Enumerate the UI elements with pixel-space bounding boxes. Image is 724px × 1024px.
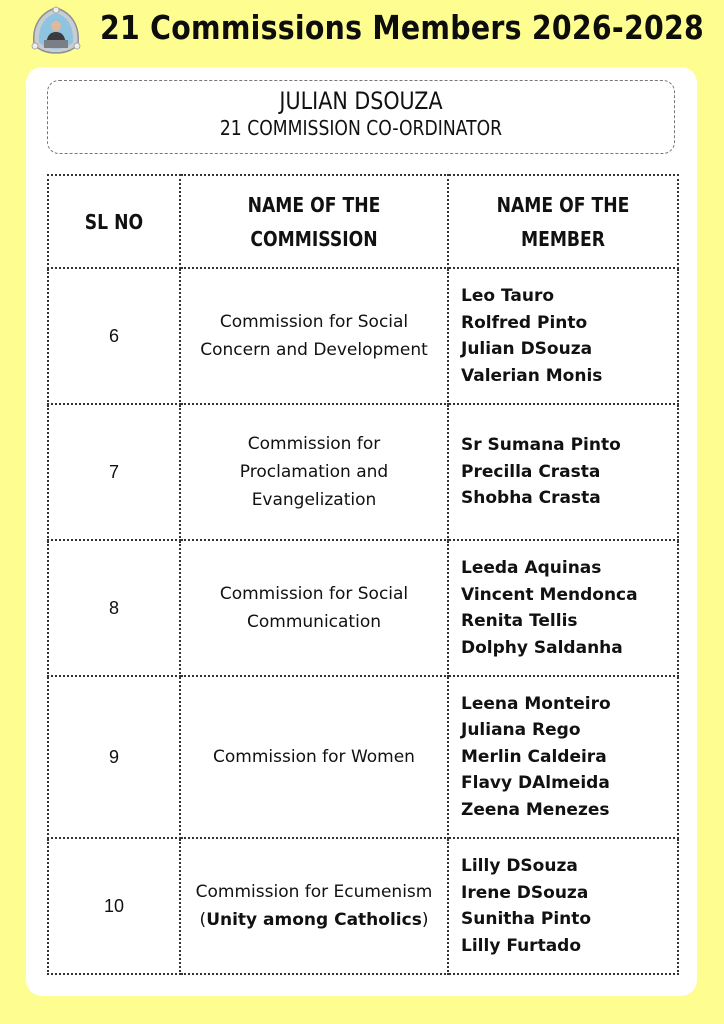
- header-sl-no: SL NO: [48, 175, 180, 268]
- member-name: Shobha Crasta: [461, 488, 601, 509]
- table-header-row: [48, 175, 678, 268]
- commissions-table: [47, 174, 679, 975]
- coordinator-box: [47, 80, 675, 154]
- member-name: Leeda Aquinas: [461, 558, 602, 578]
- member-name: Julian DSouza: [461, 339, 593, 359]
- sl-no-cell: 10: [48, 838, 180, 974]
- sl-no-cell: 6: [48, 268, 180, 404]
- commission-cell: [180, 540, 448, 676]
- member-name: Valerian Monis: [461, 365, 603, 386]
- member-name: Juliana Rego: [461, 720, 581, 741]
- commission-cell: [180, 676, 448, 838]
- member-name: Lilly Furtado: [461, 935, 582, 956]
- table-row: [48, 404, 678, 540]
- member-name: Precilla Crasta: [461, 461, 601, 482]
- member-name: Flavy DAlmeida: [461, 773, 610, 794]
- members-cell: [448, 676, 678, 838]
- members-cell: [448, 540, 678, 676]
- open-paren: (: [199, 910, 207, 930]
- sl-no-cell: 9: [48, 676, 180, 838]
- table-row: [48, 540, 678, 676]
- commission-name: Commission for Ecumenism: [195, 882, 433, 902]
- members-cell: [448, 404, 678, 540]
- header-commission: NAME OF THE COMMISSION: [180, 175, 448, 268]
- page-title: 21 Commissions Members 2026-2028: [100, 8, 704, 47]
- member-name: Zeena Menezes: [461, 799, 610, 820]
- members-cell: [448, 838, 678, 974]
- coordinator-role: 21 COMMISSION CO-ORDINATOR: [219, 116, 503, 140]
- member-name: Renita Tellis: [461, 611, 578, 631]
- commission-name: Commission for Women: [213, 747, 415, 767]
- coordinator-name: JULIAN DSOUZA: [279, 87, 443, 115]
- member-name: Sr Sumana Pinto: [461, 435, 621, 456]
- close-paren: ): [421, 910, 429, 930]
- member-name: Vincent Mendonca: [461, 584, 638, 605]
- commission-subtitle: Unity among Catholics: [206, 910, 422, 930]
- table-row: [48, 268, 678, 404]
- commission-name: Commission for Social Communication: [219, 584, 409, 632]
- commission-cell: [180, 838, 448, 974]
- diocese-seal-logo: [30, 6, 82, 58]
- commission-name: Commission for Proclamation and Evangelization: [239, 434, 389, 510]
- member-name: Merlin Caldeira: [461, 746, 607, 767]
- sl-no-cell: 7: [48, 404, 180, 540]
- header-member: NAME OF THE MEMBER: [448, 175, 678, 268]
- members-cell: [448, 268, 678, 404]
- commission-name: Commission for Social Concern and Development: [200, 312, 428, 360]
- table-row: [48, 838, 678, 974]
- member-name: Lilly DSouza: [461, 856, 578, 876]
- member-name: Rolfred Pinto: [461, 312, 588, 333]
- sl-no-cell: 8: [48, 540, 180, 676]
- member-name: Leo Tauro: [461, 286, 555, 306]
- commission-cell: [180, 268, 448, 404]
- member-name: Dolphy Saldanha: [461, 637, 623, 658]
- member-name: Leena Monteiro: [461, 693, 611, 714]
- member-name: Sunitha Pinto: [461, 909, 592, 929]
- member-name: Irene DSouza: [461, 882, 589, 903]
- table-row: [48, 676, 678, 838]
- commission-cell: [180, 404, 448, 540]
